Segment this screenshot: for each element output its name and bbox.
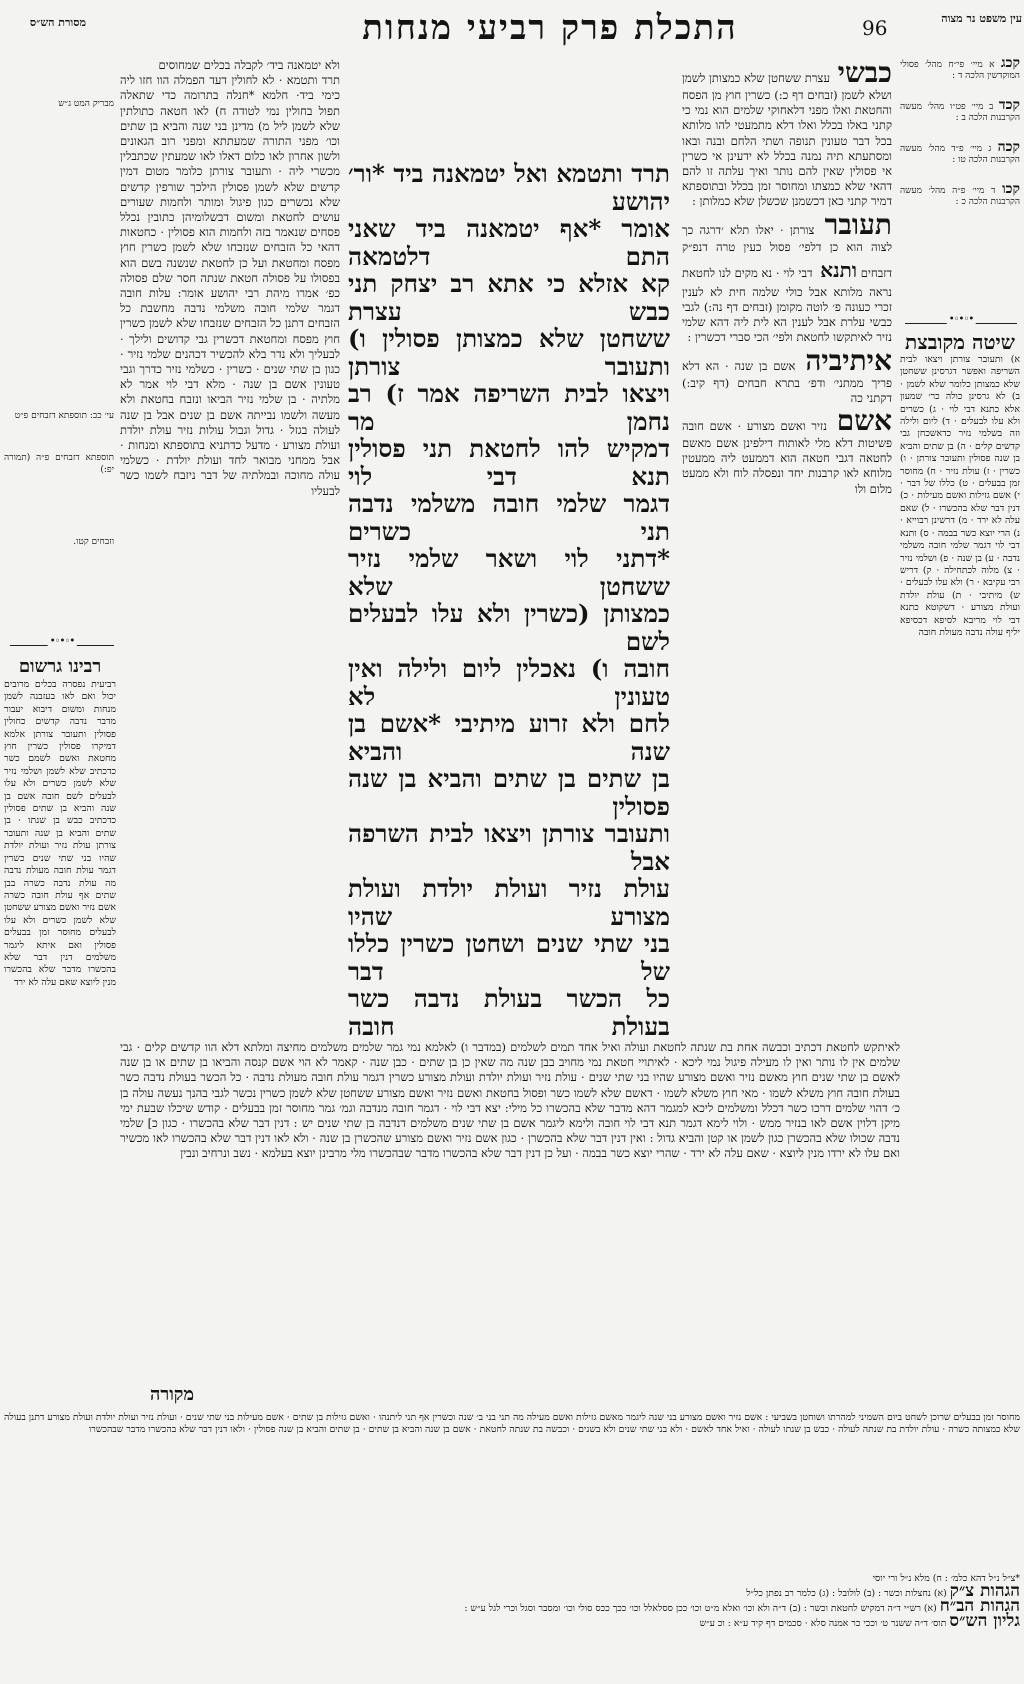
ein-mishpat-label: עין משפט נר מצוה	[941, 12, 1022, 25]
gemara-line: *דתני לוי ושאר שלמי נזיר ששחטן שלא	[348, 544, 670, 601]
gemara-line: חובה ו) נאכלין ליום ולילה ואין טעונין לא	[348, 654, 670, 711]
bottom-commentary-segment: לשמן או קטן והביא גדול : ואין דנין דבר שלא בהכשרן · כגון	[501, 1131, 765, 1146]
ref-text: ב מיי׳ פט״ו מהל׳ מעשה הקרבנות הלכה ב :	[900, 102, 1020, 123]
bottom-commentary-segment: אשם נזיר ואשם מצורע שהכשרן בן שנה · ולא לאו דנין דבר שלא בהכשרו לאו מכשיר ואם עלו לא ירדו	[120, 1131, 900, 1161]
rashi-segment: אשם בן שנה · הא דלא פריך ממתני׳ ודפ׳ בתרא חבחים (דף קיב:) דקתני כה	[682, 358, 892, 405]
ein-mishpat-ref	[900, 139, 1020, 166]
mikra-text: מחוסר זמן בבעלים שרוכן לשחט ביום השמיני למהרתו ושוחטן בשביעי : אשם נזיר ואשם מצורע בני שנה ליגמר מאשם גזילות ואשם מעילה מה תני בני ב׳ שנה וכשרין אף תני ליתנהו · ואשם גזילות בן שתים · אשם מעילות בני שתי שנים · ועולת נזיר ועולת יולדת ועולת מצורע דתנן בעולה שלא כמצותה כשרה · עולת יולדת בת שנתה לעולה · כבש בן שנתו לעולה · ואיל אחד לאשם · ולא בני שתי שנים ולא בשנים · וכבשה בת שנתה לחטאת · אשם בן שנה והביא בן שתים · בן שתים והביא בן שנה פסולין · ולאו דנין דבר שלא בהכשרו מדבר שבהכשרו	[4, 1412, 1020, 1436]
bottom-commentary-segment: ומלתא דלא הוו קדשים קלים · גבי שלמים אין לו נותר ואין לו מעילה פיגול נמי ליכא · לאיתויי חטאת נמי מחויב בבן שנה מה שאין כן	[120, 1040, 900, 1070]
ein-mishpat-ref	[900, 181, 1020, 208]
rashi-leadword: אשם	[836, 404, 892, 438]
gilyon-hashas	[4, 1611, 1020, 1631]
ref-text: ד מיי׳ פ״ה מהל׳ מעשה הקרבנות הלכה כ :	[900, 186, 1020, 207]
rashi-segment: לחטאה דגבי חטאה הוא דממעט ליה ממעטין מלוחא לאו קרבנות יחד ונפסלה לוח ולא ממעט מלום ולו	[682, 451, 892, 496]
tosafot-segment: דבשלומיהן כתובין נכלל פסחים שנאמר בזה ולחמות הוא	[120, 210, 340, 240]
hagahot-bach	[4, 1596, 1020, 1616]
hagahot-text: (א) נחצלות וכשר : (ב) לולובל : (ג) כלמר רב נפתן כל״ל	[746, 1588, 947, 1599]
rabbeinu-gershom-text: רביעית נפסרה בכלים מרובים יכול ואם לאו בעזבנה לשמן מנחות ומשום דיבוא יעבור מדבר נדבה קדשים כחולין פסולין ותעובר צורתן אלמא דמיקרו פסולין כשרין חוץ מחטאת ואשם לשמם כשר כדכתיב שלא לשמן ושלמי נזיר שלא לשמן כשרים ולא עלו לבעלים לשם חובה אשם בן שנה והביא בן שתים פסולין כדכתיב כבש בן שנתו · בן שתים והביא בן שנה ותעובר צורתן עולת נזיר ועולת יולדת שהיו בני שתי שנים כשרין דגמר עולת חובה מעולת נדבה מה עולת נדבה כשרה בבן שתים אף עולת חובה כשרה אשם נזיר ואשם מצורע ששחטן שלא לשמן כשרים ולא עלו לבעלים מחוסר זמן בבעלים פסולין ואם איתא ליגמר משלמים דנין דבר שלא בהכשרו מדבר שלא בהכשרו מנין ליוצא שאם עלה לא ירד	[4, 679, 116, 988]
masoret-ref: תוספתא דזבחים פ״ה (תמורה יפ:)	[4, 453, 114, 475]
ein-mishpat-ref	[900, 97, 1020, 124]
rashi-leadword: איתיביה	[805, 343, 892, 377]
ornament-divider	[905, 318, 1017, 328]
hagahot-block	[4, 1572, 1020, 1680]
tosafot-segment: שלמי נזיר · כגון בן שתי שנים · כשרין · כשלמי נזיר כדרך וגבי טעונין	[120, 346, 340, 392]
gemara-line: כל הכשר בעולת נדבה כשר בעולת חובה	[348, 984, 670, 1040]
gemara-line: דגמר שלמי חובה משלמי נדבה תני כשרים	[348, 489, 670, 546]
hagahot-text: (א) רש״י ד״ה דמקיש לחטאת וכשר : (ב) ד״ה ולא וכו׳ ואלא מ״ט וכו׳ ככן ססלאלל וכו׳ ככך ככס סולי וכו׳ ומסבר וסגל וכרי לגל ע״ש :	[464, 1603, 937, 1614]
bottom-commentary-segment: שהיו בני שתי שנים · עולת נזיר ועולת יולדת ועולת מצורע כשרין דגמר עולת חובה מעולת נדבה · כל הכשר בעולת נדבה כשר בעולת חובה	[120, 1070, 900, 1100]
bottom-commentary-segment: מנין ליוצא · שאם עלה לא ירד · שהרי יוצא כשר בבמה · ועל כן דנין דבר שלא בהכשרו מדבר שבהכשרו	[369, 1146, 825, 1161]
page-number: 96	[862, 16, 888, 40]
rashi-leadword: ותנא	[820, 257, 857, 282]
gemara-line: אומר *אף יטמאנה ביד שאני התם דלטמאה	[348, 214, 670, 271]
ref-label: קכה	[997, 139, 1020, 155]
gemara-line: ויצאו לבית השריפה אמר ז) רב נחמן מר	[348, 379, 670, 436]
rashi-leadword: כבשי	[837, 58, 892, 89]
bottom-commentary-segment: בן שתים · כבן שנה · קאמר לא הוי אשם קנסה והביאו בן שתים או בן שנה לאשם בן שתי שנים חוץ מאשם נזיר ואשם מצורע	[120, 1055, 900, 1085]
ornament-divider	[10, 640, 114, 650]
masoret-ref: מבריק המט ג״ש	[58, 99, 114, 109]
rashi-opening: עצרת ששחטן שלא כמצותן לשמן ושלא לשמן (זבחים דף כ:)	[682, 71, 892, 102]
tosafot-segment: עולה מחוכה ובמלתיה של דבר ניזבח לשמו כשר לבעליו	[120, 468, 340, 498]
gemara-line: כמצותן (כשרין ולא עלו לבעלים לשם	[348, 599, 670, 656]
rashi-leadword: תעובר	[824, 207, 892, 241]
tosafot-segment: כתולתין שלא לשמן ליל מ) מדינן בני שנה והביא בן שתים וכו׳ מפני התורה שמעתתא ומפני רוב הגאונים ולשון	[120, 103, 340, 164]
hagahot-text: תוס׳ ד״ה ששנר ט׳ וככי כר אמנה סלא · סכמים דף קיד ע״א : וכ ע״ש	[699, 1618, 947, 1629]
ein-mishpat-column	[900, 58, 1020, 318]
shita-mekubetzet-column	[900, 330, 1020, 1560]
gemara-line: בני שתי שנים ושחטן כשרין כללו של דבר	[348, 929, 670, 986]
tosafot-segment: כפ׳ אמרו מיהת רבי יהושע אומר: עלות חובה דגמר שלמי חובה משלמי נדבה	[120, 286, 340, 316]
tosafot-segment: כדתניא בתוספתא ומנחות · אבל ממחני מבואר לחד ועולת יולדת · כשלמי	[120, 438, 340, 468]
gemara-line: ששחטן שלא כמצותן פסולין ו) ותעובר צורתן	[348, 324, 670, 381]
shita-text: א) ותעובר צורתן ויצאו לבית השריפה ואפשר דגרסינן ששחטן שלא כמצותן כלומר שלא לשמן · ב) לא גרסינן כולה כר׳ שמעון אלא כתנא דבי לוי · ג) כשרים ולא עלו לבעלים · ד) ליום ולילה וזה בשלמי נזיר כדאשכחן גבי קדשים קלים · ה) בן שתים והביא בן שנה פסולין ותעובר צורתן · ו) כשרין · ז) עולת נזיר · ח) מחוסר זמן בבעלים · ט) כללו של דבר · י) אשם גזילות ואשם מעילות · כ) דנין דבר שלא בהכשרו · ל) שאם עלה לא ירד · מ) דרשינן רבוייא · נ) הרי יוצא כשר בבמה · ס) ותנא דבי לוי דגמר שלמי חובה משלמי נדבה · ע) בן שנה · פ) ושלמי נזיר · צ) מלוה לכתחילה · ק) דריש רבי עקיבא · ר) ולא עלו לבעלים · ש) מיתיבי · ת) עולת יולדת ועולת מצורע · דשקוטא כתנא דבי לוי מריבא לסיפא דכסיפא יליף עולה נדבה מעולת חובה	[900, 354, 1020, 638]
gemara-column	[348, 160, 670, 1040]
gemara-line: דמקיש להו לחטאת תני פסולין תנא דבי לוי	[348, 434, 670, 491]
tosafot-segment: בגזל · גדול וגבול עולות נזיר עולת יולדת ועולת מצורע · מדעל	[120, 422, 340, 453]
rashi-segment: כשרין חוץ מן הפסח והחטאת ואלו מפני דלאחוקי שלמים הוא נמי כי קתני באלו בכלל ואלו דלא מתמעטי להו מלותא	[682, 88, 892, 133]
rashi-segment: בכל דבר טעונין תנופה ושתי הלחם ובנה ובאו ומסתעתא תיה נמנה בכלל לא ידעינן אי כשרין אי פסולין שאין להם נותר ואיך עלתה זו להם	[682, 133, 892, 179]
bottom-commentary-segment: לאיתקש לחטאת דכתיב וכבשה אחת בת שנתה לחטאת ועולה ואיל אחד תמים לשלמים (במדבר ו) לאלמא נמי גמר שלמים משלמים מחיצה	[276, 1040, 900, 1054]
hagahot-label: גליון הש״ס	[949, 1611, 1020, 1631]
gemara-line: לחם ולא זרוע מיתיבי *אשם בן שנה והביא	[348, 709, 670, 766]
ref-text: ג מיי׳ פ״ד מהל׳ מעשה הקרבנות הלכה טו :	[900, 144, 1020, 165]
tosafot-segment: לחטאת שנשנה בשם הוא בפסולו על פסולה חטאת שנתה חסר שלם פסולה	[120, 255, 340, 285]
masoret-label: מסורת הש״ס	[29, 16, 86, 29]
bottom-commentary-segment: נכשר לגבי בהנך נעשה עולה בן כ׳ דהוי שלמים דרכו כשר דכלל ומשלמים ליכא למגמר דהא מדבר שלא בהכשרו	[120, 1085, 900, 1115]
hagahot-tzon-kodashim	[4, 1581, 1020, 1601]
masoret-ref: עי׳ כב: תוספתא דזבחים פ״ט	[14, 411, 114, 421]
rashi-segment: נזיר ואשם מצורע · אשם חובה פשיטות דלא מלי לאותוח דילפינן אשם מאשם	[682, 419, 892, 451]
tosafot-column	[120, 58, 340, 1178]
bottom-commentary-segment: כל מילי: יצא דבי לוי · דגמר חובה מנדבה וגמ׳ גמר מחוסר זמן בבעלים · קודש שיכלו שבעת ימי	[120, 1100, 543, 1115]
tosafot-segment: אשם בן שנה · מלא דבי לוי אמר לא מלתיה · בן שלמי נזיר הביאו ונזבח	[120, 377, 340, 407]
bottom-commentary	[120, 1040, 900, 1370]
masoret-column	[4, 58, 114, 618]
ref-label: קכד	[998, 97, 1020, 113]
bottom-commentary-segment: מיקן דלוין אשם לאו בנזיר ממש · ולוי לימא דגמר תנא דבי לוי חובה	[598, 1116, 900, 1131]
gemara-line: קא אזלא כי אתא רב יצחק תני כבש עצרת	[348, 269, 670, 326]
bottom-commentary-segment: מלי מרבינן יוצא בעלמא · נשב ונרחיב ונבין	[180, 1146, 366, 1161]
rashi-segment: דהאי שלא כמצתו ומחוסר זמן בכלל ובתוספתא דמיר קתני כאן דכשמנן שכשלן שלא כמלותן :	[682, 179, 892, 209]
shita-title: שיטה מקובצת	[905, 330, 1015, 354]
tosafot-segment: אחרון לאו כלום דאלו לאו שמעתין שכתבלין מכשרי ליה · ותעובר צורתן	[120, 149, 340, 179]
tosafot-opening: ולא יטמאנה ביד׳ לקבלה בכלים שמחוסים	[158, 58, 340, 72]
gemara-line: עולת נזיר ועולת יולדת ועולת מצורע שהיו	[348, 874, 670, 931]
bottom-note: *צ״ל נ״ל דהא כלמ׳ : ח) מלא נ״ל ורי יוסי	[872, 1573, 1020, 1584]
tosafot-segment: תרד ותטמא · לא לחולין דעד הפמלה הוו חזו ליה כימי	[120, 73, 340, 103]
bottom-commentary-segment: חוץ משלא לשמו · מאי חוץ משלא לשמו · דאשם שלא לשמו כשר ופסול בחטאת ואשם נזיר ואשם מצורע ששחטן שלא לשמן כשרין	[259, 1085, 844, 1100]
hagahot-label: הגהות הב״ח	[939, 1596, 1020, 1616]
tosafot-segment: מחשבת כל הזבחים דתנן כל הזבחים שנזבחו שלא לשמן כשרין חוץ מפסח ומחטאת	[120, 301, 340, 346]
mikra-title: מקורה	[150, 1384, 195, 1405]
ref-label: קכג	[1001, 58, 1020, 71]
tosafot-segment: נכשרים כגון פיגול ומותר ולחמות שעורים עושים לחטאת ומשום	[120, 194, 340, 225]
tosafot-segment: כלומר מטום דמין קדשים שלא לשמן פסולין הילכך שורפין קדשים שלא	[120, 164, 340, 209]
masoret-ref: וזבחים קטו.	[73, 537, 114, 547]
gemara-line: תרד ותטמא ואל יטמאנה ביד *ור׳ יהושע	[348, 160, 670, 216]
rashi-segment: דבי לוי · נא מקים לנו לחטאת נראה מלותא אבל כולי שלמה חית לא לענין זכרי כעונה פ׳ לוטה מקומן (זבחים דף נה:) לגבי כבשי עלרת אבל לענין הא לית ליה דהא שלמי נזיר לאיתקשו לחטאת ולפי׳ הכי סברי דכשרין :	[682, 265, 892, 345]
tosafot-segment: בחטאת ולא מעשה ולשמו נבייתה אשם בן שנים אבל בן שנה לעולה	[120, 392, 340, 437]
rashi-segment: צורתן · יאלו תלא ׳דרגה כך לצוה הוא כן דלפי׳ פסול כעין טרה דנפ״ק דזבחים	[682, 222, 892, 280]
page-title: התכלת פרק רביעי מנחות	[362, 8, 738, 48]
hagahot-label: הגהות צ״ק	[949, 1581, 1020, 1601]
bottom-commentary-segment: ולימא ליגמר אשם בן שתי שנים משלמים דנדבה בן שתי שנים יש :	[293, 1116, 594, 1131]
gemara-line: בן שתים בן שתים והביא בן שנה פסולין	[348, 764, 670, 821]
tosafot-segment: ביד· חלמא *חנלה בתרומה כדי שתאלה תפול בחולין נמי לטודה ח) לאו חטאה	[120, 88, 340, 118]
ref-label: קכו	[1002, 181, 1020, 197]
tosafot-segment: דכשרין גבי קדושים ולילך · לבעליך ולא נדר בלא להכשיר דכהנים	[120, 331, 340, 361]
tosafot-segment: פסולין · כחטאות דהאי כל הזבחים שנזבחו שלא לשמן כשרין חוץ מפסח ומחטאת ועל כן	[120, 225, 340, 270]
rabbeinu-gershom-title: רבינו גרשום	[18, 656, 102, 677]
ref-text: א מיי׳ פי״ח מהל׳ פסולי המוקדשין הלכה ד :	[900, 60, 1020, 81]
bottom-commentary-segment: דנין דבר שלא בהכשרו · כגון כ] שלמי נדבה שכולו שלא בהכשרן כגון	[120, 1116, 900, 1146]
gemara-line: ותעובר צורתן ויצאו לבית השרפה אבל	[348, 819, 670, 876]
ein-mishpat-ref	[900, 58, 1020, 82]
